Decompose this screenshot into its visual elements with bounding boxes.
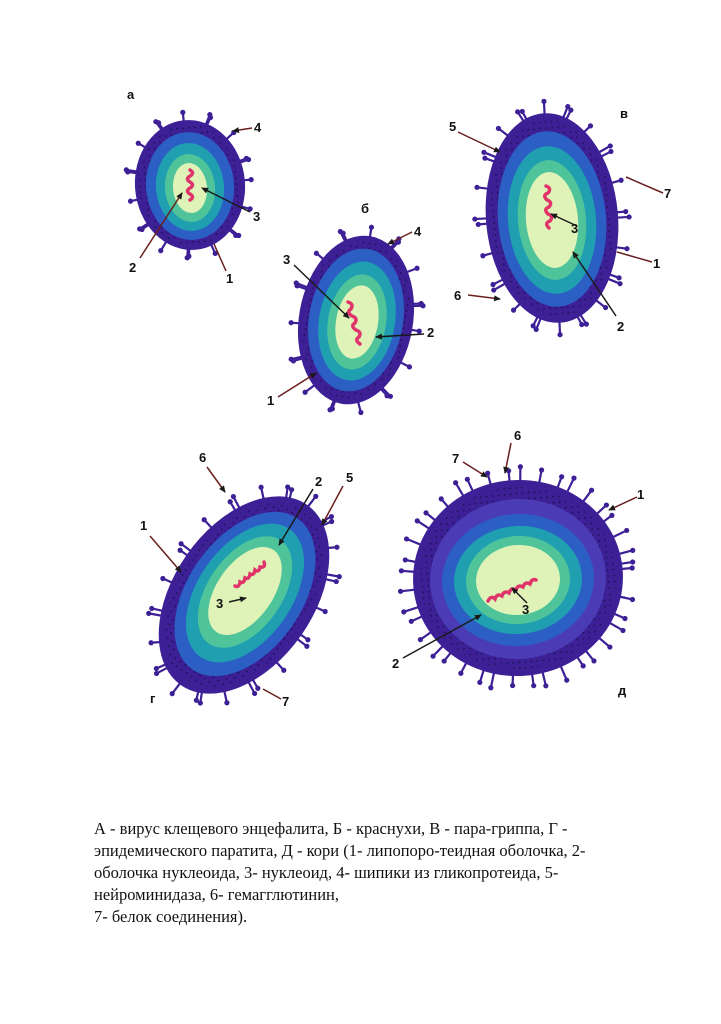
spike-head: [608, 143, 613, 148]
label-g-6: 6: [199, 450, 207, 465]
spike-head: [414, 266, 419, 271]
spike-head: [384, 393, 389, 398]
label-v-1: 1: [653, 256, 661, 271]
spike-head: [442, 658, 447, 663]
spike-head: [609, 513, 614, 518]
spike-head: [415, 518, 420, 523]
caption-line-1: А - вирус клещевого энцефалита, Б - краснухи, В - пара-гриппа, Г -: [94, 819, 568, 838]
caption-line-5: 7- белок соединения).: [94, 907, 248, 926]
label-d-2: 2: [392, 656, 400, 671]
spike-head: [417, 329, 422, 334]
spike-head: [627, 214, 632, 219]
label-g-3: 3: [216, 596, 224, 611]
spike-head: [453, 480, 458, 485]
label-v-2: 2: [617, 319, 625, 334]
spike-head: [482, 156, 487, 161]
spike-head: [313, 494, 318, 499]
spike-head: [146, 611, 151, 616]
panel-letter-b: б: [361, 201, 370, 216]
spike-head: [620, 628, 625, 633]
spike-head: [170, 691, 175, 696]
spike-head: [539, 467, 544, 472]
caption-line-2: эпидемического паратита, Д - кори (1- липопоро-теидная оболочка, 2-: [94, 841, 586, 860]
spike-head: [543, 683, 548, 688]
spike-head: [259, 485, 264, 490]
spike-head: [323, 609, 328, 614]
spike-head: [608, 149, 613, 154]
spike-head: [622, 616, 627, 621]
spike-head: [624, 246, 629, 251]
spike-head: [407, 364, 412, 369]
spike-head: [518, 464, 523, 469]
spike-head: [604, 502, 609, 507]
spike-head: [581, 663, 586, 668]
label-a-2: 2: [129, 260, 137, 275]
spike-head: [474, 185, 479, 190]
spike-head: [571, 476, 576, 481]
spike-head: [630, 565, 635, 570]
spike-head: [559, 474, 564, 479]
spike-head: [607, 644, 612, 649]
spike-head: [541, 99, 546, 104]
label-v-6: 6: [454, 288, 462, 303]
spike-head: [148, 640, 153, 645]
spike-head: [534, 327, 539, 332]
label-g-2: 2: [315, 474, 323, 489]
spike-head: [616, 275, 621, 280]
spike-head: [588, 123, 593, 128]
spike-head: [531, 683, 536, 688]
spike-head: [557, 332, 562, 337]
virion-b: [285, 225, 427, 415]
spike-head: [401, 609, 406, 614]
spike-head: [430, 654, 435, 659]
spike-head: [603, 305, 608, 310]
spike-head: [510, 683, 515, 688]
spike-head: [485, 471, 490, 476]
spike-head: [630, 559, 635, 564]
label-b-4: 4: [414, 224, 422, 239]
spike-head: [249, 177, 254, 182]
spike-head: [490, 282, 495, 287]
spike-head: [398, 589, 403, 594]
virion-a: [124, 110, 254, 261]
spike-head: [281, 668, 286, 673]
spike-head: [439, 496, 444, 501]
spike-head: [154, 666, 159, 671]
spike-head: [224, 700, 229, 705]
spike-head: [341, 231, 346, 236]
spike-head: [154, 671, 159, 676]
spike-head: [418, 637, 423, 642]
spike-head: [304, 644, 309, 649]
spike-head: [334, 579, 339, 584]
spike-head: [288, 320, 293, 325]
spike-head: [136, 141, 141, 146]
spike-head: [329, 514, 334, 519]
virion-d: [398, 464, 635, 690]
label-g-7: 7: [282, 694, 290, 709]
spike-head: [465, 477, 470, 482]
spike-head: [334, 545, 339, 550]
spike-head: [180, 110, 185, 115]
label-d-1: 1: [637, 487, 645, 502]
spike-head: [208, 115, 213, 120]
spike-head: [618, 178, 623, 183]
spike-head: [137, 226, 142, 231]
spike-head: [128, 199, 133, 204]
spike-head: [124, 167, 129, 172]
spike-head: [303, 390, 308, 395]
spike-head: [579, 322, 584, 327]
spike-head: [480, 253, 485, 258]
spike-head: [329, 519, 334, 524]
spike-head: [420, 303, 425, 308]
spike-head: [472, 216, 477, 221]
spike-head: [185, 255, 190, 260]
spike-head: [399, 568, 404, 573]
spike-head: [515, 109, 520, 114]
spike-head: [305, 637, 310, 642]
spike-head: [488, 685, 493, 690]
spike-head: [358, 410, 363, 415]
spike-head: [491, 287, 496, 292]
spike-head: [624, 528, 629, 533]
label-b-3: 3: [283, 252, 291, 267]
spike-head: [246, 157, 251, 162]
label-a-3: 3: [253, 209, 261, 224]
spike-head: [178, 548, 183, 553]
label-b-2: 2: [427, 325, 435, 340]
label-d-7: 7: [452, 451, 460, 466]
spike-head: [289, 357, 294, 362]
spike-head: [589, 488, 594, 493]
spike-head: [623, 209, 628, 214]
label-d-3: 3: [522, 602, 530, 617]
virion-g: [124, 465, 365, 726]
label-v-3: 3: [571, 221, 579, 236]
spike-head: [228, 499, 233, 504]
label-v-7: 7: [664, 186, 672, 201]
panel-letter-a: а: [127, 87, 135, 102]
panel-letter-d: д: [618, 683, 627, 698]
spike-head: [233, 233, 238, 238]
spike-head: [198, 700, 203, 705]
label-d-6: 6: [514, 428, 522, 443]
spike-head: [617, 281, 622, 286]
spike-head: [149, 606, 154, 611]
spike-head: [252, 691, 257, 696]
spike-head: [458, 671, 463, 676]
virion-v: [472, 99, 631, 338]
spike-head: [404, 536, 409, 541]
panel-letter-g: г: [150, 691, 156, 706]
spike-head: [565, 104, 570, 109]
spike-head: [496, 126, 501, 131]
label-a-1: 1: [226, 271, 234, 286]
caption-line-3: оболочка нуклеоида, 3- нуклеоид, 4- шипики из гликопротеида, 5-: [94, 863, 559, 882]
spike-head: [156, 120, 161, 125]
spike-head: [327, 407, 332, 412]
spike-head: [314, 251, 319, 256]
label-v-5: 5: [449, 119, 457, 134]
spike-head: [481, 150, 486, 155]
label-b-1: 1: [267, 393, 275, 408]
spike-head: [476, 222, 481, 227]
spike-head: [564, 678, 569, 683]
spike-head: [255, 686, 260, 691]
spike-head: [511, 308, 516, 313]
spike-head: [403, 557, 408, 562]
spike-head: [285, 484, 290, 489]
spike-head: [423, 510, 428, 515]
spike-head: [158, 248, 163, 253]
panel-letter-v: в: [620, 106, 628, 121]
spike-head: [506, 468, 511, 473]
spike-head: [630, 597, 635, 602]
spike-head: [630, 548, 635, 553]
spike-head: [202, 517, 207, 522]
caption-line-4: нейроминидаза, 6- гемагглютинин,: [94, 885, 340, 904]
spike-head: [337, 574, 342, 579]
label-g-5: 5: [346, 470, 354, 485]
spike-head: [179, 541, 184, 546]
spike-head: [160, 576, 165, 581]
spike-head: [520, 109, 525, 114]
spike-head: [477, 680, 482, 685]
label-g-1: 1: [140, 518, 148, 533]
label-a-4: 4: [254, 120, 262, 135]
spike-head: [591, 658, 596, 663]
figure-caption: [94, 818, 694, 928]
spike-head: [409, 619, 414, 624]
spike-head: [584, 322, 589, 327]
spike-head: [231, 494, 236, 499]
spike-head: [369, 225, 374, 230]
spike-head: [294, 280, 299, 285]
